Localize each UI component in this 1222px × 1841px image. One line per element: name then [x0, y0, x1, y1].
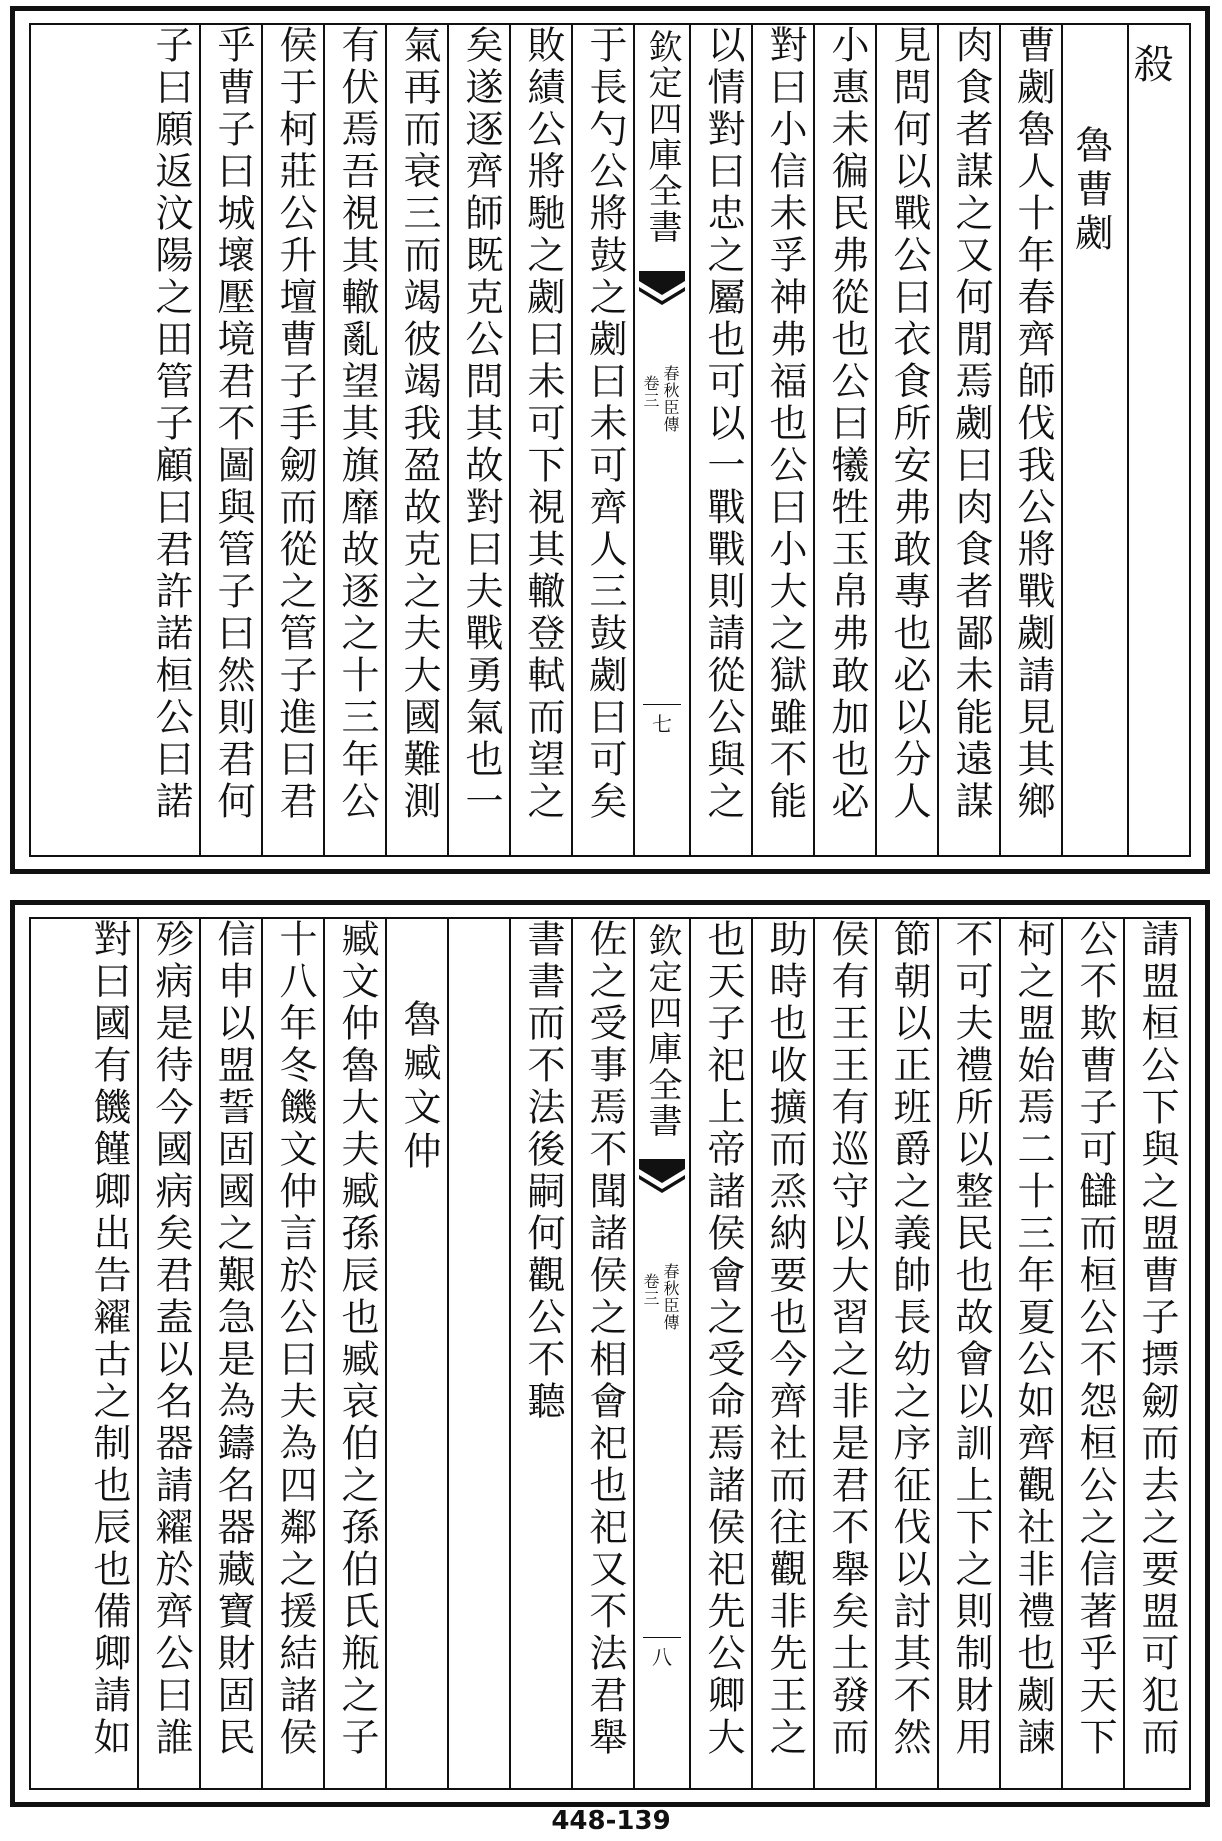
blank-column	[453, 919, 509, 1788]
text-column: 信申以盟誓固國之艱急是為鑄名器藏寶財固民	[211, 919, 255, 1759]
column-rule	[1061, 919, 1063, 1788]
text-column: 矣遂逐齊師既克公問其故對曰夫戰勇氣也一	[459, 25, 503, 823]
text-column: 見問何以戰公曰衣食所安弗敢專也必以分人	[887, 25, 931, 823]
column-rule	[999, 25, 1001, 855]
text-column: 十八年冬饑文仲言於公曰夫為四鄰之援結諸侯	[273, 919, 317, 1759]
page-marker-rule	[643, 704, 681, 705]
column-rule	[447, 919, 449, 1788]
column-rule	[261, 919, 263, 1788]
page-marker-rule	[643, 1637, 681, 1638]
column-rule	[633, 25, 635, 855]
column-rule	[199, 25, 201, 855]
column-rule	[323, 919, 325, 1788]
header-sub-title: 春秋臣傳	[661, 1263, 680, 1331]
column-rule	[937, 919, 939, 1788]
column-rule	[1127, 25, 1129, 855]
column-rule	[571, 919, 573, 1788]
text-column: 對曰國有饑饉卿出告糴古之制也辰也備卿請如	[87, 919, 131, 1759]
column-rule	[1061, 25, 1063, 855]
text-column: 小惠未徧民弗從也公曰犧牲玉帛弗敢加也必	[825, 25, 869, 823]
text-column: 殄病是待今國病矣君盍以名器請糴於齊公曰誰	[149, 919, 193, 1759]
upper-page-frame	[29, 23, 1191, 857]
lower-page	[10, 900, 1210, 1807]
header-sub-title: 春秋臣傳	[661, 365, 680, 433]
corner-label: 殺	[1127, 43, 1173, 83]
column-rule	[137, 919, 139, 1788]
column-rule	[1123, 919, 1125, 1788]
column-rule	[689, 919, 691, 1788]
column-rule	[385, 919, 387, 1788]
page-marker: 八	[652, 1645, 672, 1669]
section-heading: 魯臧文仲	[397, 999, 441, 1175]
column-rule	[323, 25, 325, 855]
text-column: 子曰願返汶陽之田管子顧曰君許諾桓公曰諾	[149, 25, 193, 823]
column-rule	[813, 919, 815, 1788]
text-column: 佐之受事焉不聞諸侯之相會祀也祀又不法君舉	[583, 919, 627, 1759]
fish-tail-ornament	[639, 271, 685, 315]
lower-page-frame	[29, 917, 1191, 1790]
center-band	[635, 25, 689, 855]
text-column: 敗績公將馳之劌曰未可下視其轍登軾而望之	[521, 25, 565, 823]
column-rule	[199, 919, 201, 1788]
column-rule	[509, 919, 511, 1788]
text-column: 柯之盟始焉二十三年夏公如齊觀社非禮也劌諫	[1011, 919, 1055, 1759]
text-column: 助時也收擴而烝納要也今齊社而往觀非先王之	[763, 919, 807, 1759]
text-column: 氣再而衰三而竭彼竭我盈故克之夫大國難測	[397, 25, 441, 823]
column-rule	[751, 25, 753, 855]
column-rule	[385, 25, 387, 855]
fish-tail-ornament	[639, 1159, 685, 1203]
page-marker: 七	[652, 712, 672, 736]
center-band	[635, 919, 689, 1788]
text-column: 以情對曰忠之屬也可以一戰戰則請從公與之	[701, 25, 745, 823]
text-column: 于長勺公將鼓之劌曰未可齊人三鼓劌曰可矣	[583, 25, 627, 823]
text-column: 曹劌魯人十年春齊師伐我公將戰劌請見其鄉	[1011, 25, 1055, 823]
column-rule	[999, 919, 1001, 1788]
column-rule	[937, 25, 939, 855]
header-volume: 卷三	[641, 1273, 660, 1307]
column-rule	[633, 919, 635, 1788]
text-column: 有伏焉吾視其轍亂望其旗靡故逐之十三年公	[335, 25, 379, 823]
text-column: 侯有王王有巡守以大習之非是君不舉矣土發而	[825, 919, 869, 1759]
text-column: 不可夫禮所以整民也故會以訓上下之則制財用	[949, 919, 993, 1759]
column-rule	[571, 25, 573, 855]
column-rule	[509, 25, 511, 855]
column-rule	[689, 25, 691, 855]
header-title: 欽定四庫全書	[642, 29, 682, 245]
text-column: 乎曹子曰城壞壓境君不圖與管子曰然則君何	[211, 25, 255, 823]
column-rule	[751, 919, 753, 1788]
column-rule	[875, 919, 877, 1788]
text-column: 請盟桓公下與之盟曹子摽劒而去之要盟可犯而	[1135, 919, 1179, 1759]
column-rule	[875, 25, 877, 855]
header-title: 欽定四庫全書	[642, 923, 682, 1139]
scan-page-number: 448-139	[551, 1806, 671, 1836]
column-rule	[813, 25, 815, 855]
text-column: 臧文仲魯大夫臧孫辰也臧哀伯之孫伯氏瓶之子	[335, 919, 379, 1759]
text-column: 書書而不法後嗣何觀公不聽	[521, 919, 565, 1423]
text-column: 對曰小信未孚神弗福也公曰小大之獄雖不能	[763, 25, 807, 823]
text-column: 肉食者謀之又何閒焉劌曰肉食者鄙未能遠謀	[949, 25, 993, 823]
text-column: 侯于柯莊公升壇曹子手劒而從之管子進曰君	[273, 25, 317, 823]
column-rule	[261, 25, 263, 855]
upper-page	[10, 6, 1210, 874]
text-column: 公不欺曹子可讎而桓公不怨桓公之信著乎天下	[1073, 919, 1117, 1759]
text-column: 節朝以正班爵之義帥長幼之序征伐以討其不然	[887, 919, 931, 1759]
section-heading: 魯曹劌	[1069, 125, 1113, 257]
column-rule	[447, 25, 449, 855]
header-volume: 卷三	[641, 375, 660, 409]
text-column: 也天子祀上帝諸侯會之受命焉諸侯祀先公卿大	[701, 919, 745, 1759]
